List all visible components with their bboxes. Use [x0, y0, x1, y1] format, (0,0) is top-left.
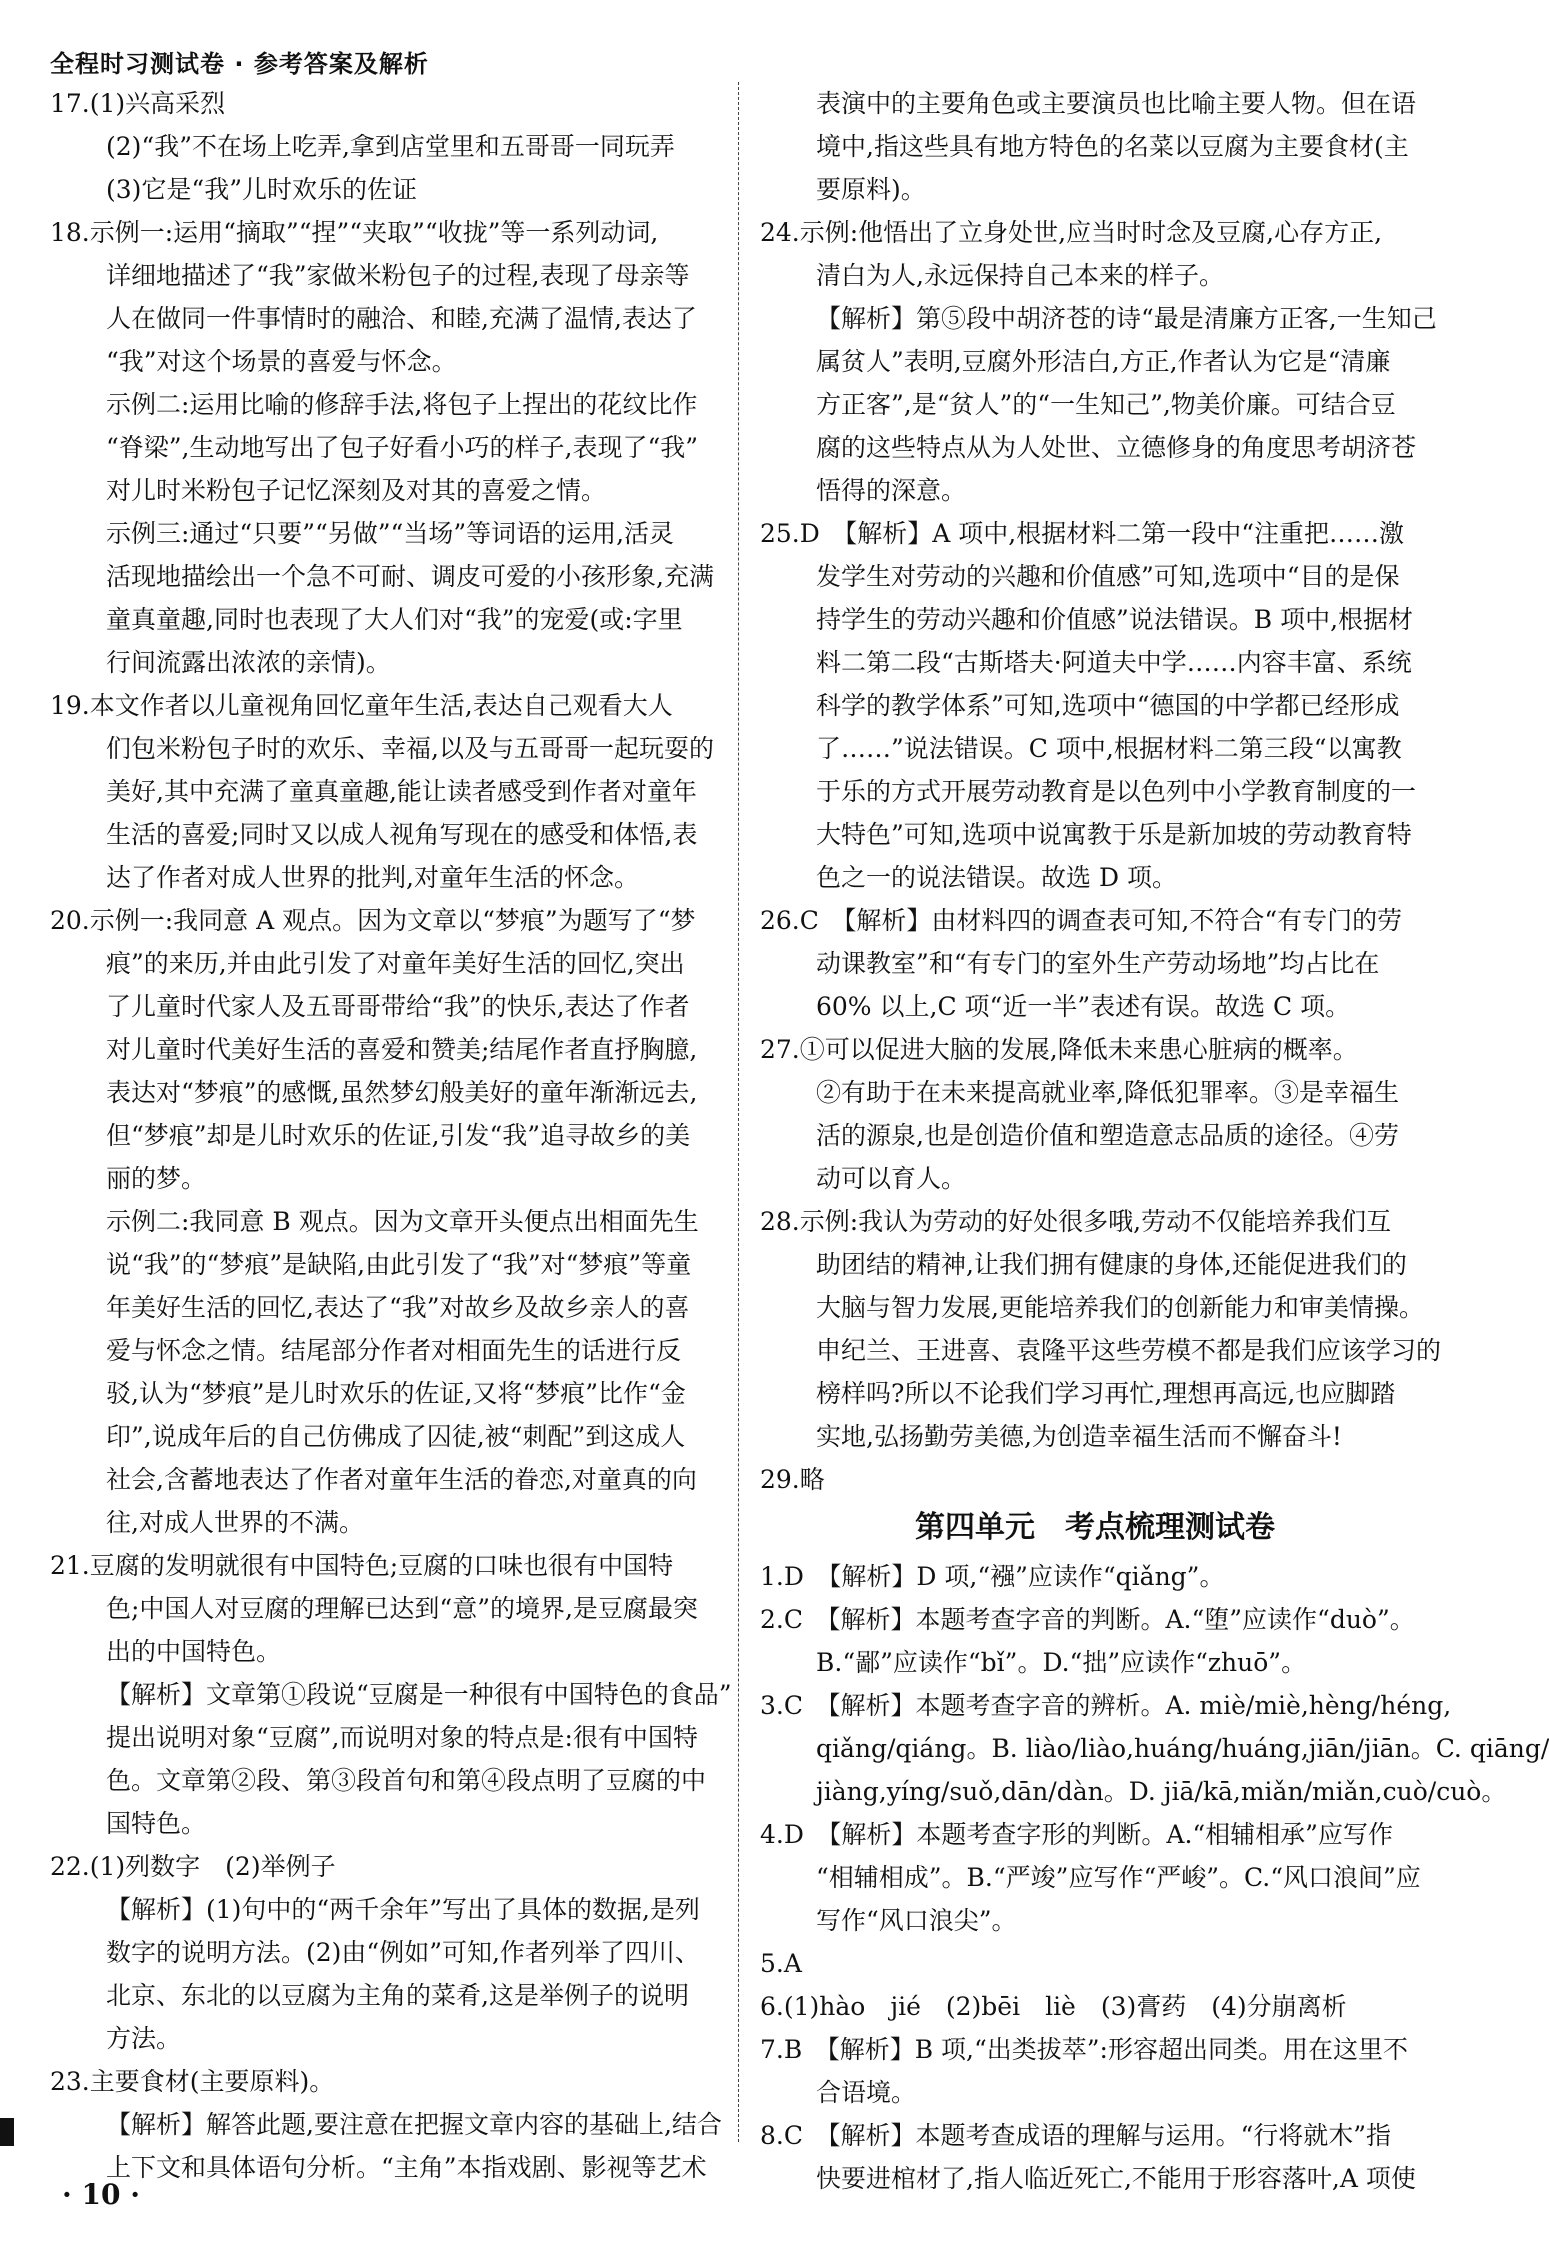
answer-line: 25.D 【解析】A 项中,根据材料二第一段中“注重把……激: [760, 519, 1405, 548]
answer-line: 年美好生活的回忆,表达了“我”对故乡及故乡亲人的喜: [106, 1293, 690, 1322]
answer-line: 24.示例:他悟出了立身处世,应当时时念及豆腐,心存方正,: [760, 218, 1383, 247]
answer-line: 北京、东北的以豆腐为主角的菜肴,这是举例子的说明: [106, 1981, 689, 2010]
answer-line: 但“梦痕”却是儿时欢乐的佐证,引发“我”追寻故乡的美: [106, 1121, 691, 1150]
answer-line: 美好,其中充满了童真童趣,能让读者感受到作者对童年: [106, 777, 697, 806]
answer-line: “脊梁”,生动地写出了包子好看小巧的样子,表现了“我”: [106, 433, 699, 462]
right-answers-unit3: [760, 82, 1442, 1501]
answer-line: 行间流露出浓浓的亲情)。: [106, 648, 391, 677]
answer-line: 动可以育人。: [816, 1164, 967, 1193]
answer-line: 爱与怀念之情。结尾部分作者对相面先生的话进行反: [106, 1336, 682, 1365]
answer-line: 对儿童时代美好生活的喜爱和赞美;结尾作者直抒胸臆,: [106, 1035, 698, 1064]
answer-line: 示例二:我同意 B 观点。因为文章开头便点出相面先生: [106, 1207, 699, 1236]
answer-line: 18.示例一:运用“摘取”“捏”“夹取”“收拢”等一系列动词,: [50, 218, 659, 247]
answer-line: 27.①可以促进大脑的发展,降低未来患心脏病的概率。: [760, 1035, 1358, 1064]
answer-line: 对儿时米粉包子记忆深刻及对其的喜爱之情。: [106, 476, 607, 505]
answer-line: 丽的梦。: [106, 1164, 207, 1193]
answer-line: 们包米粉包子时的欢乐、幸福,以及与五哥哥一起玩耍的: [106, 734, 714, 763]
answer-line: 29.略: [760, 1465, 825, 1494]
answer-line: 了……”说法错误。C 项中,根据材料二第三段“以寓教: [816, 734, 1402, 763]
answer-line: 8.C 【解析】本题考查成语的理解与运用。“行将就木”指: [760, 2121, 1392, 2150]
answer-line: 60% 以上,C 项“近一半”表述有误。故选 C 项。: [816, 992, 1351, 1021]
answer-line: 22.(1)列数字 (2)举例子: [50, 1852, 336, 1881]
answer-line: (2)“我”不在场上吃弄,拿到店堂里和五哥哥一同玩弄: [106, 132, 675, 161]
answer-line: 6.(1)hào jié (2)bēi liè (3)膏药 (4)分崩离析: [760, 1992, 1347, 2021]
answer-line: 21.豆腐的发明就很有中国特色;豆腐的口味也很有中国特: [50, 1551, 674, 1580]
answer-line: 大脑与智力发展,更能培养我们的创新能力和审美情操。: [816, 1293, 1424, 1322]
answer-line: 境中,指这些具有地方特色的名菜以豆腐为主要食材(主: [816, 132, 1409, 161]
answer-line: 了儿童时代家人及五哥哥带给“我”的快乐,表达了作者: [106, 992, 690, 1021]
answer-line: 悟得的深意。: [816, 476, 967, 505]
answer-line: 活现地描绘出一个急不可耐、调皮可爱的小孩形象,充满: [106, 562, 714, 591]
answer-line: 26.C 【解析】由材料四的调查表可知,不符合“有专门的劳: [760, 906, 1403, 935]
answer-line: 色;中国人对豆腐的理解已达到“意”的境界,是豆腐最突: [106, 1594, 698, 1623]
answer-line: 19.本文作者以儿童视角回忆童年生活,表达自己观看大人: [50, 691, 673, 720]
answer-line: 发学生对劳动的兴趣和价值感”可知,选项中“目的是保: [816, 562, 1400, 591]
answer-line: 详细地描述了“我”家做米粉包子的过程,表现了母亲等: [106, 261, 690, 290]
answer-line: 往,对成人世界的不满。: [106, 1508, 364, 1537]
unit-title: 第四单元 考点梳理测试卷: [915, 1510, 1275, 1545]
answer-line: 料二第二段“古斯塔夫·阿道夫中学……内容丰富、系统: [816, 648, 1412, 677]
answer-line: 方法。: [106, 2024, 182, 2053]
answer-line: 助团结的精神,让我们拥有健康的身体,还能促进我们的: [816, 1250, 1407, 1279]
answer-line: 于乐的方式开展劳动教育是以色列中小学教育制度的一: [816, 777, 1417, 806]
answer-line: 驳,认为“梦痕”是儿时欢乐的佐证,又将“梦痕”比作“金: [106, 1379, 686, 1408]
answer-line: 5.A: [760, 1949, 802, 1978]
answer-line: qiǎng/qiáng。B. liào/liào,huáng/huáng,jiān/jiān。C. qiāng/: [816, 1734, 1549, 1763]
answer-line: 2.C 【解析】本题考查字音的判断。A.“堕”应读作“duò”。: [760, 1605, 1415, 1634]
answer-line: 达了作者对成人世界的批判,对童年生活的怀念。: [106, 863, 639, 892]
answer-line: “我”对这个场景的喜爱与怀念。: [106, 347, 457, 376]
answer-line: 实地,弘扬勤劳美德,为创造幸福生活而不懈奋斗!: [816, 1422, 1342, 1451]
answer-line: 清白为人,永远保持自己本来的样子。: [816, 261, 1224, 290]
left-column: [50, 82, 732, 2189]
answer-line: 童真童趣,同时也表现了大人们对“我”的宠爱(或:字里: [106, 605, 683, 634]
answer-line: 色。文章第②段、第③段首句和第④段点明了豆腐的中: [106, 1766, 707, 1795]
answer-line: 人在做同一件事情时的融洽、和睦,充满了温情,表达了: [106, 304, 697, 333]
answer-line: (3)它是“我”儿时欢乐的佐证: [106, 175, 417, 204]
answer-line: 国特色。: [106, 1809, 207, 1838]
answer-line: 【解析】(1)句中的“两千余年”写出了具体的数据,是列: [106, 1895, 700, 1924]
answer-line: 20.示例一:我同意 A 观点。因为文章以“梦痕”为题写了“梦: [50, 906, 696, 935]
answer-line: 持学生的劳动兴趣和价值感”说法错误。B 项中,根据材: [816, 605, 1414, 634]
answer-line: 示例三:通过“只要”“另做”“当场”等词语的运用,活灵: [106, 519, 675, 548]
answer-line: 数字的说明方法。(2)由“例如”可知,作者列举了四川、: [106, 1938, 700, 1967]
answer-line: 榜样吗?所以不论我们学习再忙,理想再高远,也应脚踏: [816, 1379, 1396, 1408]
answer-line: 17.(1)兴高采烈: [50, 89, 226, 118]
answer-line: 说“我”的“梦痕”是缺陷,由此引发了“我”对“梦痕”等童: [106, 1250, 692, 1279]
answer-line: 合语境。: [816, 2078, 917, 2107]
answer-line: “相辅相成”。B.“严竣”应写作“严峻”。C.“风口浪间”应: [816, 1863, 1421, 1892]
answer-line: 快要进棺材了,指人临近死亡,不能用于形容落叶,A 项使: [816, 2164, 1416, 2193]
answer-line: 生活的喜爱;同时又以成人视角写现在的感受和体悟,表: [106, 820, 698, 849]
answer-line: 痕”的来历,并由此引发了对童年美好生活的回忆,突出: [106, 949, 685, 978]
answer-line: 【解析】第⑤段中胡济苍的诗“最是清廉方正客,一生知己: [816, 304, 1437, 333]
answer-line: 示例二:运用比喻的修辞手法,将包子上捏出的花纹比作: [106, 390, 698, 419]
answer-line: 1.D 【解析】D 项,“襁”应读作“qiǎng”。: [760, 1562, 1225, 1591]
answer-line: B.“鄙”应读作“bǐ”。D.“拙”应读作“zhuō”。: [816, 1648, 1307, 1677]
answer-line: 4.D 【解析】本题考查字形的判断。A.“相辅相承”应写作: [760, 1820, 1393, 1849]
answer-line: 色之一的说法错误。故选 D 项。: [816, 863, 1177, 892]
answer-line: 社会,含蓄地表达了作者对童年生活的眷恋,对童真的向: [106, 1465, 697, 1494]
answer-line: 方正客”,是“贫人”的“一生知己”,物美价廉。可结合豆: [816, 390, 1396, 419]
answer-line: 大特色”可知,选项中说寓教于乐是新加坡的劳动教育特: [816, 820, 1412, 849]
answer-line: 印”,说成年后的自己仿佛成了囚徒,被“刺配”到这成人: [106, 1422, 686, 1451]
page-number: · 10 ·: [62, 2178, 140, 2211]
answer-line: 出的中国特色。: [106, 1637, 282, 1666]
answer-line: 动课教室”和“有专门的室外生产劳动场地”均占比在: [816, 949, 1380, 978]
answer-line: 科学的教学体系”可知,选项中“德国的中学都已经形成: [816, 691, 1400, 720]
answer-line: 【解析】解答此题,要注意在把握文章内容的基础上,结合: [106, 2110, 722, 2139]
answer-line: 申纪兰、王进喜、袁隆平这些劳模不都是我们应该学习的: [816, 1336, 1442, 1365]
answer-line: ②有助于在未来提高就业率,降低犯罪率。③是幸福生: [816, 1078, 1399, 1107]
answer-line: 【解析】文章第①段说“豆腐是一种很有中国特色的食品”: [106, 1680, 732, 1709]
column-divider: [738, 82, 739, 2142]
answer-line: 28.示例:我认为劳动的好处很多哦,劳动不仅能培养我们互: [760, 1207, 1392, 1236]
page-header: 全程时习测试卷 · 参考答案及解析: [50, 50, 429, 78]
answer-line: 活的源泉,也是创造价值和塑造意志品质的途径。④劳: [816, 1121, 1399, 1150]
answer-line: 上下文和具体语句分析。“主角”本指戏剧、影视等艺术: [106, 2153, 707, 2182]
answer-line: 属贫人”表明,豆腐外形洁白,方正,作者认为它是“清廉: [816, 347, 1391, 376]
answer-line: 写作“风口浪尖”。: [816, 1906, 1017, 1935]
right-column: [760, 82, 1549, 2200]
answer-line: jiàng,yíng/suǒ,dān/dàn。D. jiā/kā,miǎn/miǎn,cuò/cuò。: [816, 1777, 1507, 1806]
answer-line: 提出说明对象“豆腐”,而说明对象的特点是:很有中国特: [106, 1723, 698, 1752]
crop-mark: [0, 2118, 14, 2146]
answer-line: 表演中的主要角色或主要演员也比喻主要人物。但在语: [816, 89, 1417, 118]
right-answers-unit4: [760, 1555, 1549, 2200]
answer-line: 3.C 【解析】本题考查字音的辨析。A. miè/miè,hèng/héng,: [760, 1691, 1452, 1720]
answer-line: 表达对“梦痕”的感慨,虽然梦幻般美好的童年渐渐远去,: [106, 1078, 698, 1107]
answer-line: 7.B 【解析】B 项,“出类拔萃”:形容超出同类。用在这里不: [760, 2035, 1408, 2064]
answer-line: 腐的这些特点从为人处世、立德修身的角度思考胡济苍: [816, 433, 1417, 462]
answer-line: 23.主要食材(主要原料)。: [50, 2067, 335, 2096]
answer-line: 要原料)。: [816, 175, 926, 204]
